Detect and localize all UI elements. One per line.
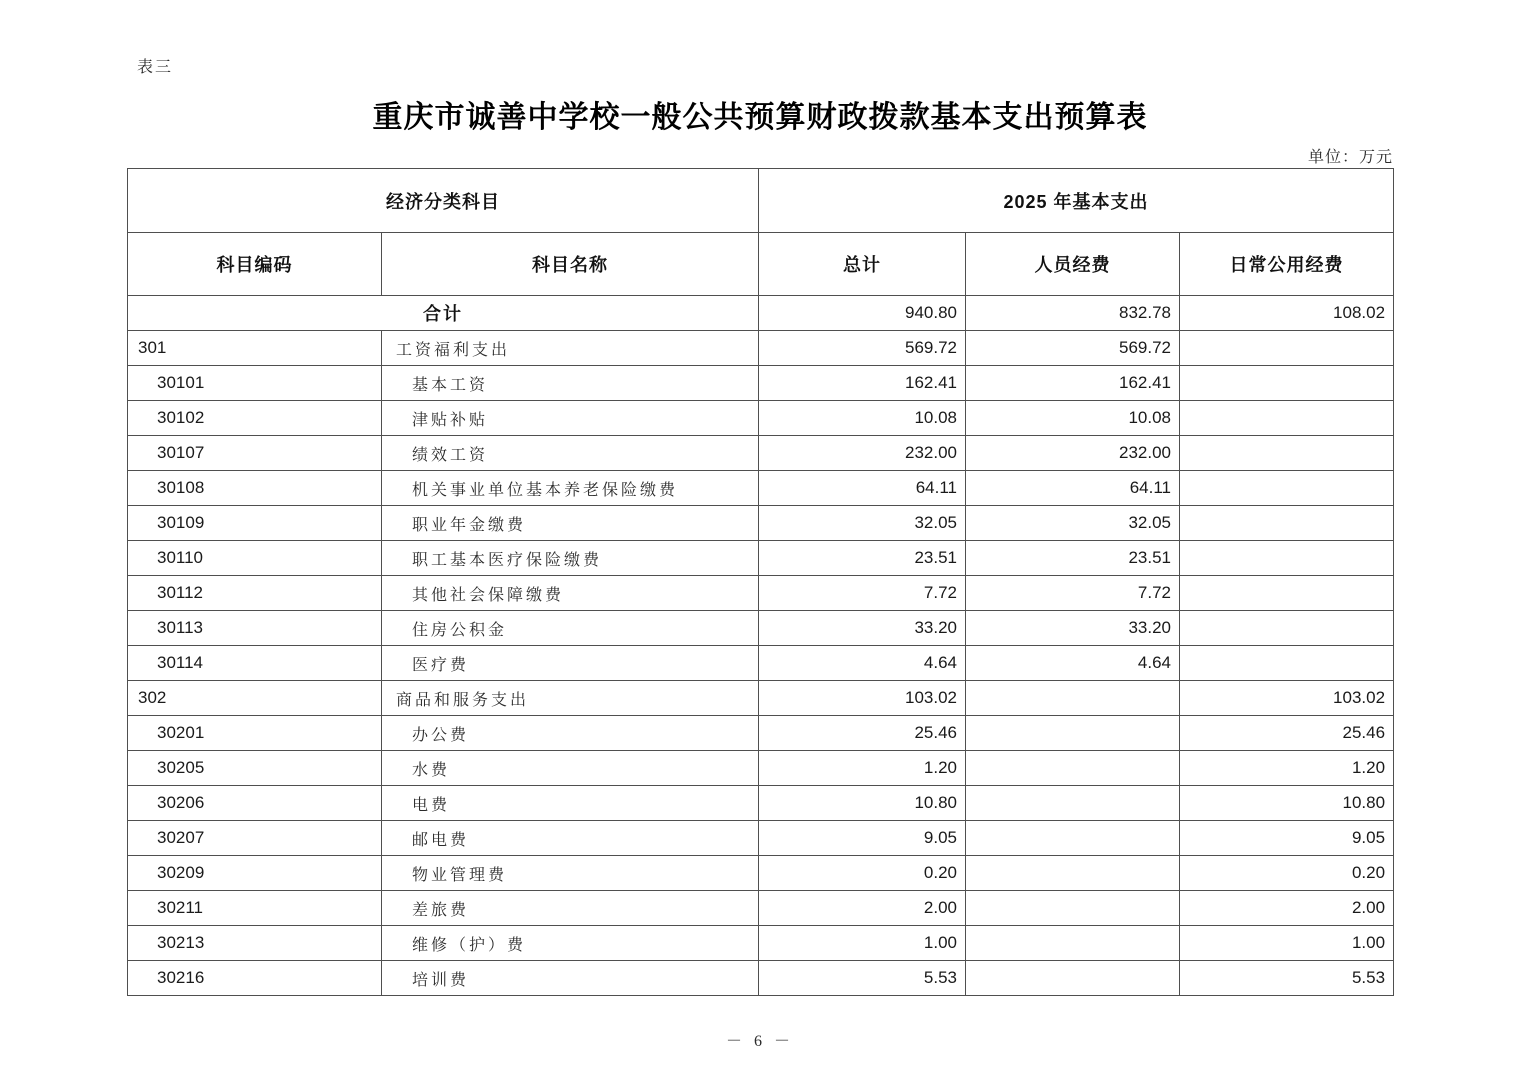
table-row — [128, 611, 1394, 646]
row-name-cell: 邮电费 — [382, 821, 759, 856]
row-total-cell: 162.41 — [759, 366, 966, 401]
row-personnel-cell — [966, 961, 1180, 996]
row-daily-cell — [1180, 401, 1394, 436]
row-daily-cell — [1180, 541, 1394, 576]
row-name-cell: 电费 — [382, 786, 759, 821]
table-label: 表三 — [137, 59, 174, 76]
column-header-name: 科目名称 — [382, 233, 759, 296]
table-row — [128, 926, 1394, 961]
row-daily-cell: 1.00 — [1180, 926, 1394, 961]
row-code-cell: 30205 — [128, 751, 382, 786]
table-row — [128, 821, 1394, 856]
row-total-cell: 2.00 — [759, 891, 966, 926]
row-name-cell: 津贴补贴 — [382, 401, 759, 436]
row-daily-cell: 103.02 — [1180, 681, 1394, 716]
row-total-cell: 1.20 — [759, 751, 966, 786]
row-name-cell: 合计 — [128, 296, 759, 331]
table-row — [128, 856, 1394, 891]
row-name-cell: 其他社会保障缴费 — [382, 576, 759, 611]
table-row — [128, 436, 1394, 471]
row-personnel-cell — [966, 856, 1180, 891]
row-code-cell: 30112 — [128, 576, 382, 611]
page-title: 重庆市诚善中学校一般公共预算财政拨款基本支出预算表 — [372, 101, 1148, 134]
table-row — [128, 401, 1394, 436]
row-name-cell: 职工基本医疗保险缴费 — [382, 541, 759, 576]
row-personnel-cell: 64.11 — [966, 471, 1180, 506]
row-code-cell: 302 — [128, 681, 382, 716]
table-row — [128, 961, 1394, 996]
row-total-cell: 10.08 — [759, 401, 966, 436]
row-total-cell: 64.11 — [759, 471, 966, 506]
row-personnel-cell: 7.72 — [966, 576, 1180, 611]
row-daily-cell: 0.20 — [1180, 856, 1394, 891]
row-personnel-cell: 23.51 — [966, 541, 1180, 576]
table-body — [128, 296, 1394, 996]
table-row — [128, 716, 1394, 751]
row-total-cell: 0.20 — [759, 856, 966, 891]
row-name-cell: 绩效工资 — [382, 436, 759, 471]
row-code-cell: 30211 — [128, 891, 382, 926]
row-code-cell: 30113 — [128, 611, 382, 646]
row-daily-cell — [1180, 646, 1394, 681]
row-code-cell: 30110 — [128, 541, 382, 576]
row-daily-cell — [1180, 576, 1394, 611]
row-code-cell: 30102 — [128, 401, 382, 436]
row-personnel-cell — [966, 716, 1180, 751]
row-daily-cell — [1180, 436, 1394, 471]
table-row — [128, 296, 1394, 331]
header-columns-row — [128, 233, 1394, 296]
header-economic-subjects: 经济分类科目 — [128, 169, 759, 233]
budget-table — [127, 168, 1394, 996]
row-daily-cell — [1180, 611, 1394, 646]
column-header-code: 科目编码 — [128, 233, 382, 296]
row-total-cell: 25.46 — [759, 716, 966, 751]
row-personnel-cell — [966, 786, 1180, 821]
row-daily-cell — [1180, 506, 1394, 541]
table-row — [128, 646, 1394, 681]
table-row — [128, 471, 1394, 506]
row-name-cell: 培训费 — [382, 961, 759, 996]
row-code-cell: 30107 — [128, 436, 382, 471]
row-name-cell: 办公费 — [382, 716, 759, 751]
row-total-cell: 232.00 — [759, 436, 966, 471]
row-name-cell: 职业年金缴费 — [382, 506, 759, 541]
row-personnel-cell: 33.20 — [966, 611, 1180, 646]
header-group-row — [128, 169, 1394, 233]
table-row — [128, 751, 1394, 786]
row-total-cell: 33.20 — [759, 611, 966, 646]
row-personnel-cell: 162.41 — [966, 366, 1180, 401]
table-row — [128, 541, 1394, 576]
unit-note: 单位：万元 — [1307, 149, 1393, 166]
row-personnel-cell — [966, 891, 1180, 926]
table-row — [128, 366, 1394, 401]
row-personnel-cell: 569.72 — [966, 331, 1180, 366]
column-header-total: 总计 — [759, 233, 966, 296]
row-daily-cell: 10.80 — [1180, 786, 1394, 821]
row-personnel-cell: 4.64 — [966, 646, 1180, 681]
row-code-cell: 30108 — [128, 471, 382, 506]
row-code-cell: 30101 — [128, 366, 382, 401]
row-daily-cell: 25.46 — [1180, 716, 1394, 751]
table-row — [128, 576, 1394, 611]
row-code-cell: 30201 — [128, 716, 382, 751]
row-code-cell: 30114 — [128, 646, 382, 681]
row-daily-cell — [1180, 471, 1394, 506]
table-row — [128, 681, 1394, 716]
row-personnel-cell — [966, 751, 1180, 786]
row-personnel-cell: 232.00 — [966, 436, 1180, 471]
row-code-cell: 30209 — [128, 856, 382, 891]
row-code-cell: 30109 — [128, 506, 382, 541]
row-name-cell: 工资福利支出 — [382, 331, 759, 366]
page-number: － 6 － — [725, 1033, 794, 1050]
row-total-cell: 5.53 — [759, 961, 966, 996]
row-name-cell: 物业管理费 — [382, 856, 759, 891]
row-personnel-cell: 10.08 — [966, 401, 1180, 436]
row-total-cell: 569.72 — [759, 331, 966, 366]
row-code-cell: 301 — [128, 331, 382, 366]
row-personnel-cell — [966, 821, 1180, 856]
row-daily-cell: 1.20 — [1180, 751, 1394, 786]
row-name-cell: 医疗费 — [382, 646, 759, 681]
row-daily-cell: 108.02 — [1180, 296, 1394, 331]
row-personnel-cell — [966, 926, 1180, 961]
table-row — [128, 891, 1394, 926]
row-daily-cell: 5.53 — [1180, 961, 1394, 996]
row-name-cell: 维修（护）费 — [382, 926, 759, 961]
row-code-cell: 30213 — [128, 926, 382, 961]
row-total-cell: 7.72 — [759, 576, 966, 611]
row-total-cell: 10.80 — [759, 786, 966, 821]
row-name-cell: 住房公积金 — [382, 611, 759, 646]
row-total-cell: 23.51 — [759, 541, 966, 576]
column-header-daily-public: 日常公用经费 — [1180, 233, 1394, 296]
row-total-cell: 940.80 — [759, 296, 966, 331]
row-name-cell: 差旅费 — [382, 891, 759, 926]
table-row — [128, 331, 1394, 366]
row-name-cell: 机关事业单位基本养老保险缴费 — [382, 471, 759, 506]
row-personnel-cell: 832.78 — [966, 296, 1180, 331]
row-code-cell: 30216 — [128, 961, 382, 996]
row-daily-cell: 9.05 — [1180, 821, 1394, 856]
row-name-cell: 水费 — [382, 751, 759, 786]
row-total-cell: 1.00 — [759, 926, 966, 961]
row-code-cell: 30206 — [128, 786, 382, 821]
row-total-cell: 9.05 — [759, 821, 966, 856]
row-daily-cell — [1180, 366, 1394, 401]
row-personnel-cell — [966, 681, 1180, 716]
row-name-cell: 商品和服务支出 — [382, 681, 759, 716]
row-total-cell: 103.02 — [759, 681, 966, 716]
column-header-personnel: 人员经费 — [966, 233, 1180, 296]
table-row — [128, 786, 1394, 821]
row-daily-cell — [1180, 331, 1394, 366]
row-code-cell: 30207 — [128, 821, 382, 856]
row-daily-cell: 2.00 — [1180, 891, 1394, 926]
row-name-cell: 基本工资 — [382, 366, 759, 401]
table-row — [128, 506, 1394, 541]
header-year-basic-expenditure: 2025 年基本支出 — [759, 169, 1394, 233]
row-personnel-cell: 32.05 — [966, 506, 1180, 541]
row-total-cell: 4.64 — [759, 646, 966, 681]
row-total-cell: 32.05 — [759, 506, 966, 541]
